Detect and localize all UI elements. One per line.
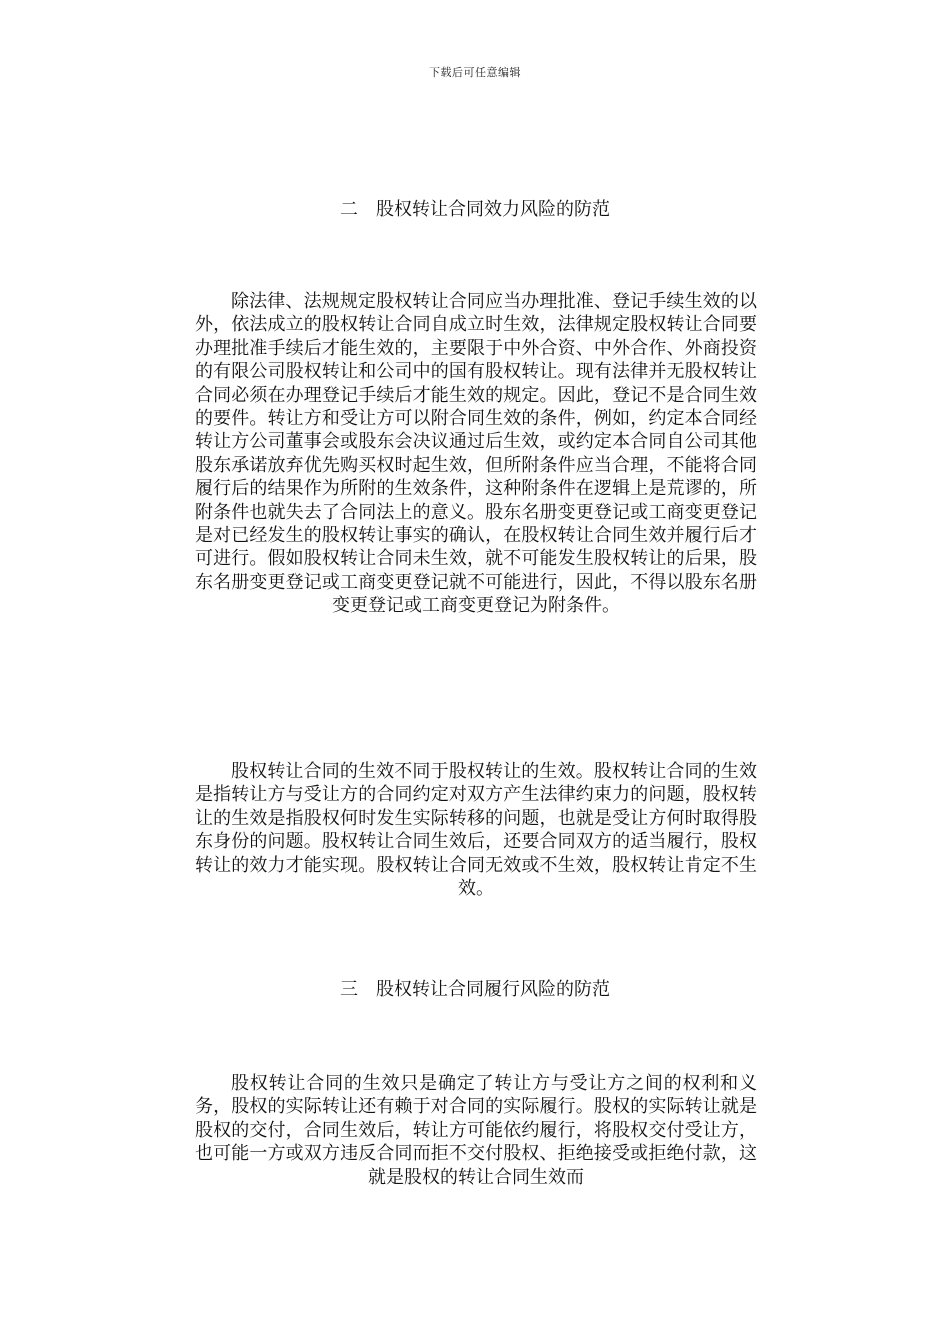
paragraph-effectiveness-2: 股权转让合同的生效不同于股权转让的生效。股权转让合同的生效是指转让方与受让方的合同约定对双方产生法律约束力的问题，股权转让的生效是指股权何时发生实际转移的问题，也就是受让方何时取得股东身份的问题。股权转让合同生效后，还要合同双方的适当履行，股权转让的效力才能实现。股权转让合同无效或不生效，股权转让肯定不生效。 <box>195 761 757 900</box>
paragraph-effectiveness-1: 除法律、法规规定股权转让合同应当办理批准、登记手续生效的以外，依法成立的股权转让合同自成立时生效，法律规定股权转让合同要办理批准手续后才能生效的，主要限于中外合资、中外合作、外商投资的有限公司股权转让和公司中的国有股权转让。现有法律并无股权转让合同必须在办理登记手续后才能生效的规定。因此，登记不是合同生效的要件。转让方和受让方可以附合同生效的条件，例如，约定本合同经转让方公司董事会或股东会决议通过后生效，或约定本合同自公司其他股东承诺放弃优先购买权时起生效，但所附条件应当合理，不能将合同履行后的结果作为所附的生效条件，这种附条件在逻辑上是荒谬的，所附条件也就失去了合同法上的意义。股东名册变更登记或工商变更登记是对已经发生的股权转让事实的确认，在股权转让合同生效并履行后才可进行。假如股权转让合同未生效，就不可能发生股权转让的后果，股东名册变更登记或工商变更登记就不可能进行，因此，不得以股东名册变更登记或工商变更登记为附条件。 <box>195 291 757 617</box>
section-heading-2: 二 股权转让合同效力风险的防范 <box>340 199 610 220</box>
page-header: 下载后可任意编辑 <box>429 66 521 79</box>
paragraph-performance-1: 股权转让合同的生效只是确定了转让方与受让方之间的权利和义务，股权的实际转让还有赖于对合同的实际履行。股权的实际转让就是股权的交付，合同生效后，转让方可能依约履行，将股权交付受让方，也可能一方或双方违反合同而拒不交付股权、拒绝接受或拒绝付款，这就是股权的转让合同生效而 <box>195 1073 757 1188</box>
section-heading-3: 三 股权转让合同履行风险的防范 <box>340 979 610 1000</box>
